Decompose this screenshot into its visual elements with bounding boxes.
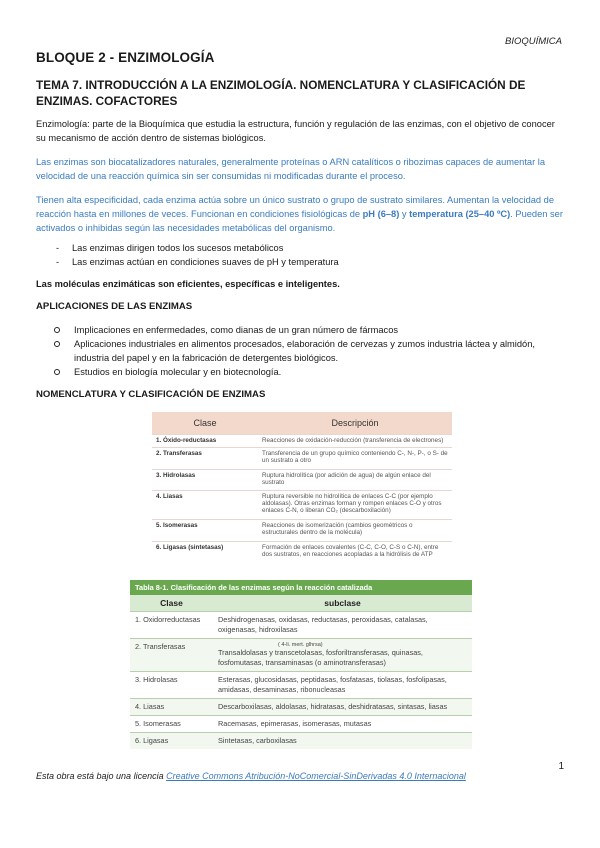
definition-paragraph: Enzimología: parte de la Bioquímica que estudia la estructura, función y regulación de las enzimas, con el objetivo de conocer su mecanismo de acción dentro de sistemas biológicos. — [36, 119, 555, 143]
list-item: - Las enzimas dirigen todos los sucesos metabólicos — [60, 241, 339, 255]
list-item: Implicaciones en enfermedades, como dianas de un gran número de fármacos — [54, 323, 566, 337]
table-row: 3. Hidrolasas Esterasas, glucosidasas, peptidasas, fosfatasas, tiolasas, fosfolipasas, amidasas, desaminasas, ribonucleasas — [130, 672, 472, 699]
ph-range: pH (6–8) — [362, 209, 400, 219]
specificity-text-2: . Pueden ser activados o inhibidas según las necesidades metabólicas del organismo. — [36, 209, 563, 233]
subject-header: BIOQUÍMICA — [504, 36, 562, 47]
table-row: 1. Óxido-reductasas Reacciones de oxidación-reducción (transferencia de electrones) — [152, 435, 452, 448]
list-item: Estudios en biología molecular y en biotecnología. — [54, 365, 566, 379]
table-header: Clase — [152, 412, 258, 435]
page-number: 1 — [558, 761, 564, 772]
nomenclature-title: NOMENCLATURA Y CLASIFICACIÓN DE ENZIMAS — [36, 389, 266, 400]
dash-list — [60, 241, 339, 269]
conjunction: y — [399, 209, 410, 219]
block-title: BLOQUE 2 - ENZIMOLOGÍA — [36, 50, 215, 65]
license-link[interactable]: Creative Commons Atribución-NoComercial-SinDerivadas 4.0 Internacional — [166, 771, 466, 781]
table-row: 5. Isomerasas Reacciones de isomerización (cambios geométricos o estructurales dentro de la molécula) — [152, 520, 452, 541]
bullet-icon — [54, 327, 60, 333]
table-row: 3. Hidrolasas Ruptura hidrolítica (por adición de agua) de algún enlace del sustrato — [152, 469, 452, 490]
table-row: 4. Liasas Ruptura reversible no hidrolítica de enlaces C-C (por ejemplo aldolasas). Otras enzimas forman y rompen enlaces C-O y otros enlaces C-N, o liberan CO₂ (descarboxilación) — [152, 491, 452, 520]
topic-title: TEMA 7. INTRODUCCIÓN A LA ENZIMOLOGÍA. NOMENCLATURA Y CLASIFICACIÓN DE ENZIMAS. COFACTORES — [36, 78, 526, 108]
table-header: subclase — [213, 595, 472, 612]
table-header: Clase — [130, 595, 213, 612]
table-row: 1. Oxidorreductasas Deshidrogenasas, oxidasas, reductasas, peroxidasas, catalasas, oxigenasas, hidroxilasas — [130, 612, 472, 639]
table-row: 6. Ligasas Sintetasas, carboxilasas — [130, 733, 472, 750]
table-row: 2. Transferasas Transferencia de un grupo químico conteniendo C-, N-, P-, o S- de un sustrato a otro — [152, 448, 452, 469]
table-row: 5. Isomerasas Racemasas, epimerasas, isomerasas, mutasas — [130, 716, 472, 733]
applications-list — [54, 323, 566, 379]
applications-title: APLICACIONES DE LAS ENZIMAS — [36, 301, 193, 312]
bullet-icon — [54, 341, 60, 347]
table-caption: Tabla 8-1. Clasificación de las enzimas según la reacción catalizada — [130, 580, 472, 595]
license-footer — [36, 771, 466, 781]
table-row: 2. Transferasas ( 4-li. mert. glhrsa) Transaldolasas y transcetolasas, fosforiltransferasas, quinasas, fosfomutasas, transaminasas (o aminotransferasas) — [130, 639, 472, 672]
list-item: - Las enzimas actúan en condiciones suaves de pH y temperatura — [60, 255, 339, 269]
table-header: Descripción — [258, 412, 452, 435]
specificity-paragraph — [36, 193, 566, 235]
temperature-range: temperatura (25–40 ºC) — [409, 209, 511, 219]
specificity-text-1: Tienen alta especificidad, cada enzima actúa sobre un único sustrato o grupo de sustrato similares. Aumentan la velocidad de reacción hasta en millones de veces. Funcionan en condiciones fisiológicas de — [36, 195, 555, 219]
handwritten-note: ( 4-li. mert. glhrsa) — [278, 642, 323, 648]
table-row: 4. Liasas Descarboxilasas, aldolasas, hidratasas, deshidratasas, sintasas, liasas — [130, 699, 472, 716]
enzymes-description-paragraph: Las enzimas son biocatalizadores naturales, generalmente proteínas o ARN catalíticos o ribozimas capaces de aumentar la velocidad de una reacción química sin ser consumidas ni modificadas durante el proceso. — [36, 157, 546, 181]
enzyme-subclass-table — [130, 580, 472, 749]
footer-text: Esta obra está bajo una licencia — [36, 771, 167, 781]
list-item: Aplicaciones industriales en alimentos procesados, elaboración de cervezas y zumos industria láctea y almidón, industria del papel y en la fabricación de detergentes biológicos. — [54, 337, 566, 365]
bold-statement: Las moléculas enzimáticas son eficientes, específicas e inteligentes. — [36, 279, 340, 289]
enzyme-class-table — [152, 412, 452, 562]
table-row: 6. Ligasas (sintetasas) Formación de enlaces covalentes (C-C, C-O, C-S o C-N), entre dos sustratos, en reacciones acopladas a la hidrólisis de ATP — [152, 541, 452, 562]
bullet-icon — [54, 369, 60, 375]
